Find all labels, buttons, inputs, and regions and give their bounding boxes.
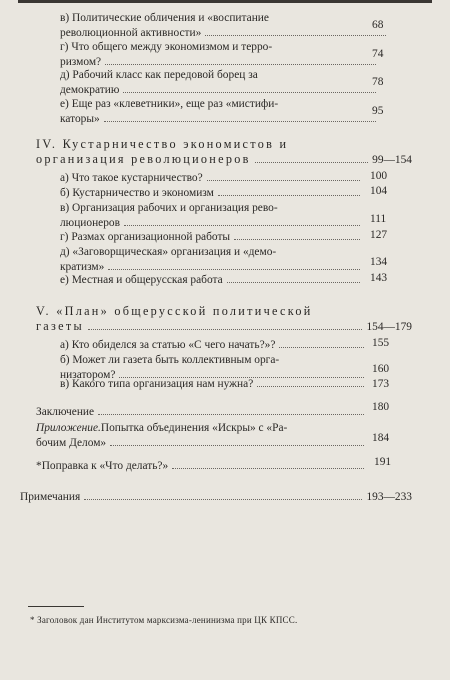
page-range: 193—233 — [366, 491, 412, 503]
entry-text: б) Может ли газета быть коллективным орга- — [60, 354, 280, 366]
toc-entry-d[interactable] — [60, 68, 380, 98]
entry-text: Примечания — [20, 491, 81, 503]
page-number: 143 — [370, 272, 388, 284]
page-number: 160 — [372, 363, 390, 375]
entry-text: г) Размах организационной работы — [60, 231, 231, 243]
toc-entry-g4[interactable] — [60, 230, 364, 245]
page-number: 68 — [372, 19, 384, 31]
section-heading-iv[interactable] — [36, 137, 412, 168]
entry-text: д) Рабочий класс как передовой борец за — [60, 69, 258, 81]
entry-text: е) Местная и общерусская работа — [60, 274, 223, 286]
page-number: 184 — [372, 432, 390, 444]
toc-entry-a5[interactable] — [60, 338, 368, 353]
toc-entry-e4[interactable] — [60, 273, 364, 288]
toc-entry-e[interactable] — [60, 97, 380, 127]
entry-text: низатором? — [60, 369, 116, 381]
page-number: 134 — [370, 256, 388, 268]
page-number: 180 — [372, 401, 390, 413]
entry-text: б) Кустарничество и экономизм — [60, 187, 214, 199]
page-number: 100 — [370, 170, 388, 182]
entry-text: г) Что общего между экономизмом и терро- — [60, 41, 273, 53]
entry-text: каторы» — [60, 113, 100, 125]
toc-entry-correction[interactable] — [36, 459, 368, 474]
toc-entry-notes[interactable] — [20, 490, 412, 505]
section-title: организация революционеров — [36, 152, 251, 166]
page-number: 78 — [372, 76, 384, 88]
entry-text: ризмом? — [60, 56, 102, 68]
page-number: 74 — [372, 48, 384, 60]
entry-text: *Поправка к «Что делать?» — [36, 460, 169, 472]
section-heading-v[interactable] — [36, 304, 412, 335]
page-number: 155 — [372, 337, 390, 349]
entry-text: д) «Заговорщическая» организация и «демо- — [60, 246, 277, 258]
entry-text: е) Еще раз «клеветники», еще раз «мистифи- — [60, 98, 279, 110]
toc-entry-d4[interactable] — [60, 245, 364, 275]
entry-text: Заключение — [36, 406, 95, 418]
entry-text: бочим Делом» — [36, 437, 107, 449]
page-number: 173 — [372, 378, 390, 390]
toc-entry-a[interactable] — [60, 171, 364, 186]
page-number: 95 — [372, 105, 384, 117]
entry-text: Попытка объединения «Искры» с «Ра- — [100, 422, 288, 434]
footnote-rule — [28, 606, 84, 607]
toc-entry-v[interactable] — [60, 11, 390, 41]
appendix-label: Приложение. — [36, 422, 101, 434]
toc-entry-b[interactable] — [60, 186, 364, 201]
page-number: 104 — [370, 185, 388, 197]
top-rule — [18, 0, 432, 3]
entry-text: революционной активности» — [60, 27, 202, 39]
toc-entry-appendix[interactable] — [36, 421, 368, 451]
section-title: IV. Кустарничество экономистов и — [36, 137, 289, 151]
toc-entry-v4[interactable] — [60, 201, 364, 231]
page-number: 127 — [370, 229, 388, 241]
page-range: 154—179 — [366, 321, 412, 333]
entry-text: в) Организация рабочих и организация рево- — [60, 202, 278, 214]
toc-entry-v5[interactable] — [60, 377, 368, 392]
section-title: газеты — [36, 319, 84, 333]
entry-text: люционеров — [60, 217, 121, 229]
footnote: * Заголовок дан Институтом марксизма-ленинизма при ЦК КПСС. — [30, 615, 298, 625]
toc-entry-g[interactable] — [60, 40, 380, 70]
page-number: 111 — [370, 213, 387, 225]
page-number: 191 — [374, 456, 392, 468]
entry-text: в) Какого типа организация нам нужна? — [60, 378, 254, 390]
toc-entry-conclusion[interactable] — [36, 405, 368, 420]
entry-text: кратизм» — [60, 261, 105, 273]
section-title: V. «План» общерусской политической — [36, 304, 313, 318]
entry-text: в) Политические обличения и «воспитание — [60, 12, 269, 24]
entry-text: а) Кто обиделся за статью «С чего начать?»? — [60, 339, 276, 351]
entry-text: демократию — [60, 84, 120, 96]
entry-text: а) Что такое кустарничество? — [60, 172, 203, 184]
page-range: 99—154 — [372, 154, 412, 166]
